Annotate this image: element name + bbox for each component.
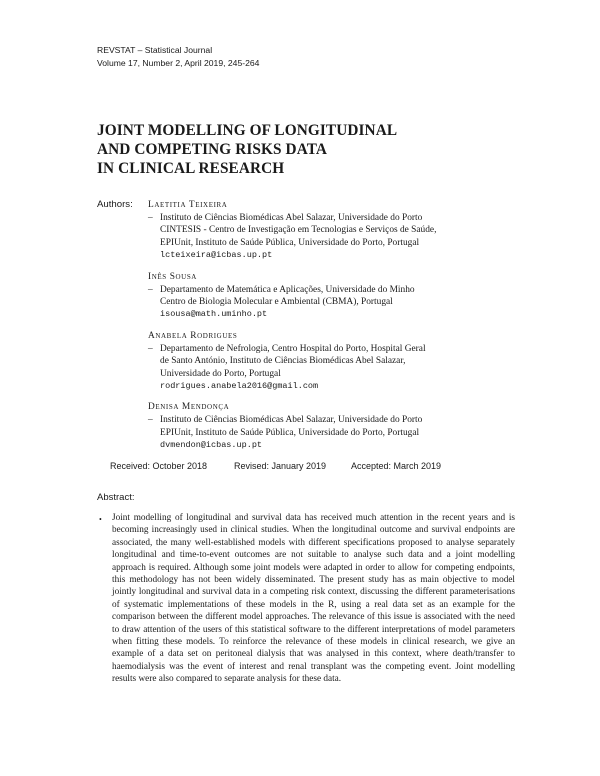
affiliation-line: – Departamento de Matemática e Aplicações, Universidade do Minho <box>148 284 415 295</box>
affiliation-line: Centro de Biologia Molecular e Ambiental (CBMA), Portugal <box>160 297 393 308</box>
publication-dates <box>110 461 540 471</box>
affiliation-line: – Instituto de Ciências Biomédicas Abel Salazar, Universidade do Porto <box>148 415 423 426</box>
author-block <box>148 271 508 321</box>
authors-list <box>148 199 508 461</box>
affiliation-line: EPIUnit, Instituto de Saúde Pública, Universidade do Porto, Portugal <box>160 237 420 248</box>
paper-title <box>97 121 517 178</box>
received-date: Received: October 2018 <box>110 461 208 471</box>
author-block <box>148 401 508 451</box>
affiliation-line: – Departamento de Nefrologia, Centro Hospital do Porto, Hospital Geral <box>148 343 426 354</box>
affiliation-line: CINTESIS - Centro de Investigação em Tecnologias e Serviços de Saúde, <box>160 225 437 236</box>
journal-name: REVSTAT – Statistical Journal <box>97 45 213 55</box>
title-line: JOINT MODELLING OF LONGITUDINAL <box>97 122 398 139</box>
author-email[interactable]: dvmendon@icbas.up.pt <box>160 440 263 451</box>
journal-header <box>97 44 259 70</box>
affiliation-line: de Santo António, Instituto de Ciências Biomédicas Abel Salazar, <box>160 356 406 367</box>
revised-date: Revised: January 2019 <box>234 461 327 471</box>
abstract-label: Abstract: <box>97 492 135 503</box>
author-name: Anabela Rodrigues <box>148 330 238 341</box>
authors-label: Authors: <box>97 199 133 210</box>
author-name: Laetitia Teixeira <box>148 200 228 210</box>
author-email[interactable]: lcteixeira@icbas.up.pt <box>160 250 273 261</box>
abstract-text: Joint modelling of longitudinal and survival data has received much attention in the recent years and is becoming increasingly used in clinical studies. When the longitudinal outcome and survival endpoints are associated, the many well-established models with different specifications proposed to analyse separately longitudinal and time-to-event outcomes are not suitable to analyse such data and a joint modelling approach is required. Although some joint models were adapted in order to allow for competing endpoints, this methodology has not been widely disseminated. The present study has as main objective to model jointly longitudinal and survival data in a competing risk context, discussing the different parameterisations of systematic implementations of these models in the R, using a real data set as an example for the comparison between the different model approaches. The relevance of this issue is associated with the need to draw attention of the users of this statistical software to the different interpretations of model parameters when fitting these models. To reinforce the relevance of these models in clinical research, we give an example of a data set on peritoneal dialysis that was analysed in this context, where death/transfer to haemodialysis was the event of interest and renal transplant was the competing event. Joint modelling results were also compared to separate analysis for these data. <box>112 513 515 685</box>
author-block <box>148 330 508 393</box>
affiliation-line: Universidade do Porto, Portugal <box>160 368 281 379</box>
bullet-icon: • <box>99 515 102 524</box>
title-line: IN CLINICAL RESEARCH <box>97 160 285 177</box>
journal-volume: Volume 17, Number 2, April 2019, 245-264 <box>97 58 260 68</box>
title-line: AND COMPETING RISKS DATA <box>97 141 328 158</box>
author-name: Inês Sousa <box>148 271 197 282</box>
affiliation-line: EPIUnit, Instituto de Saúde Pública, Universidade do Porto, Portugal <box>160 427 420 438</box>
accepted-date: Accepted: March 2019 <box>351 461 442 471</box>
author-email[interactable]: rodrigues.anabela2016@gmail.com <box>160 381 319 392</box>
affiliation-line: – Instituto de Ciências Biomédicas Abel Salazar, Universidade do Porto <box>148 213 423 223</box>
author-email[interactable]: isousa@math.uminho.pt <box>160 309 268 320</box>
author-block <box>148 199 508 262</box>
author-name: Denisa Mendonça <box>148 402 230 413</box>
